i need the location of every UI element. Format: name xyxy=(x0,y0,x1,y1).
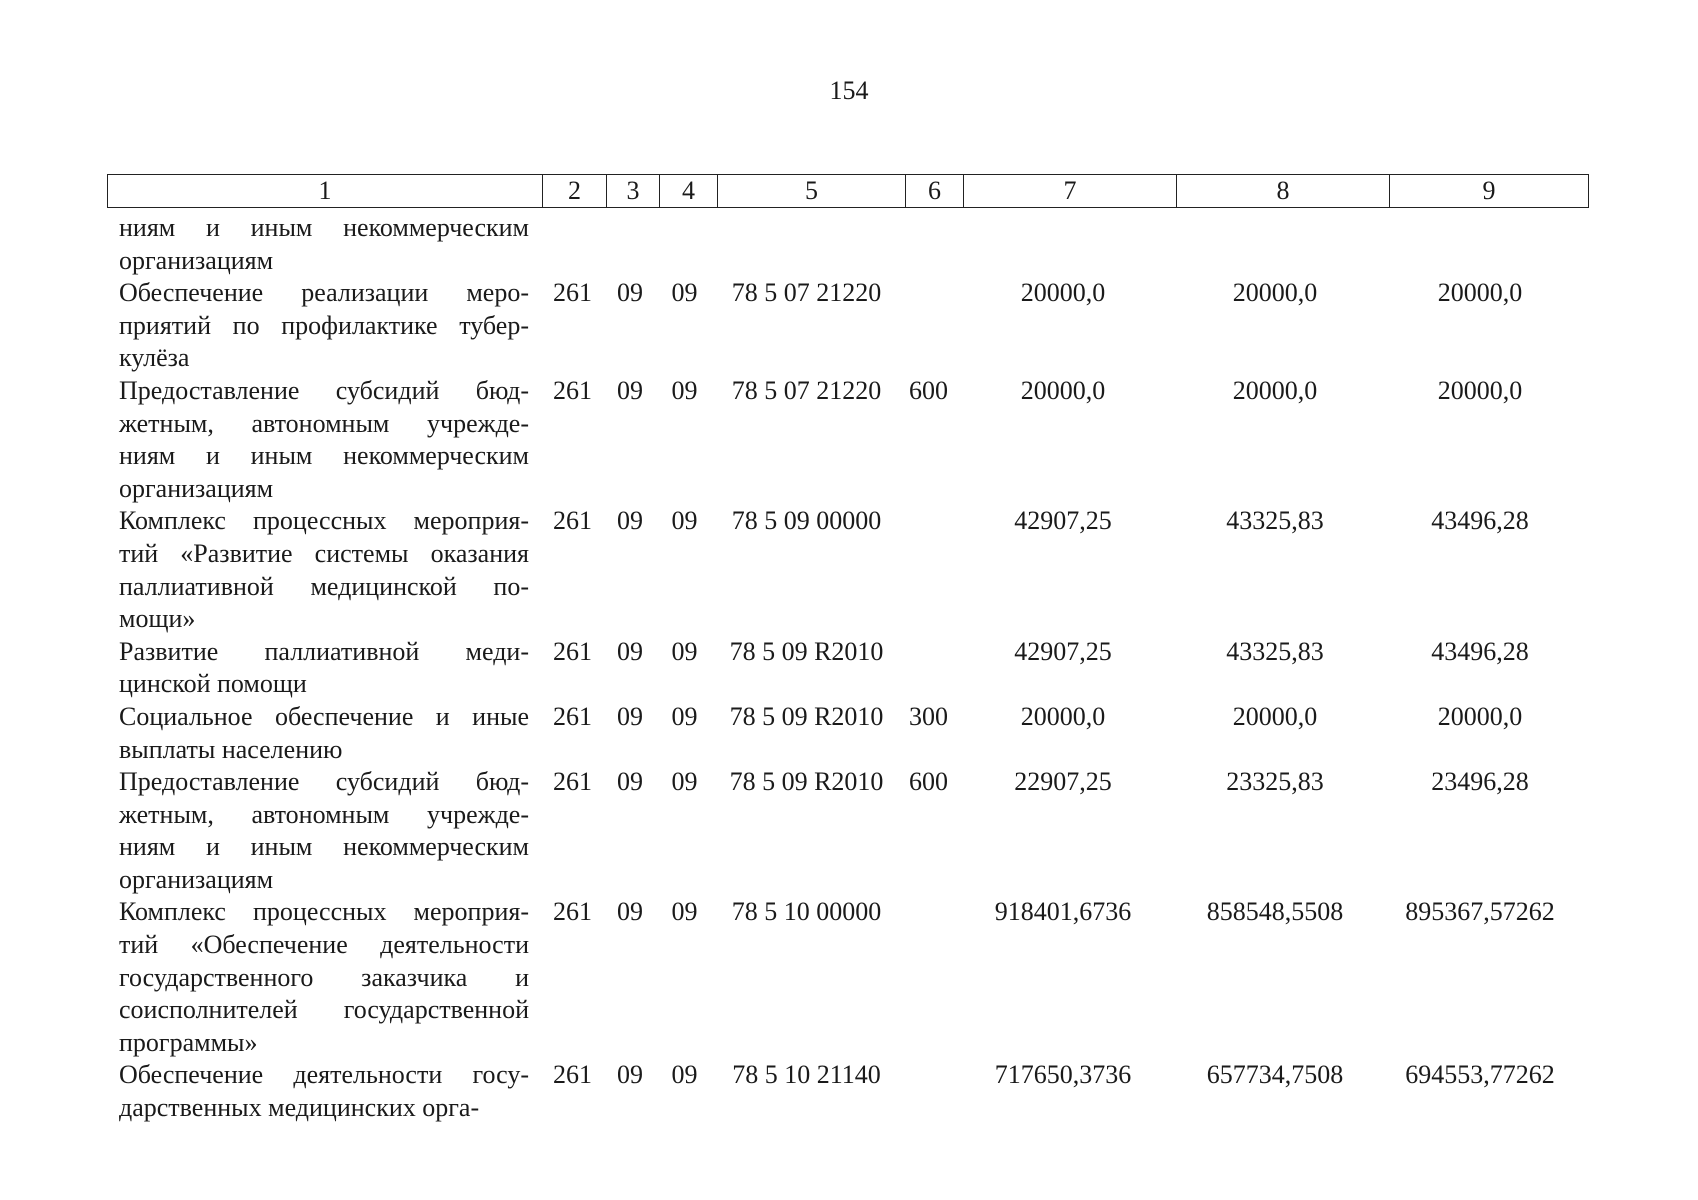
header-cell-4: 4 xyxy=(660,175,718,208)
table-row xyxy=(107,375,1579,505)
amount-year1-cell: 20000,0 xyxy=(1020,278,1106,308)
row-name-cell xyxy=(107,277,541,375)
expense-type-cell xyxy=(900,212,957,277)
subsection-code-cell xyxy=(604,212,656,277)
target-article-cell: 78 5 10 21140 xyxy=(732,1060,881,1090)
amount-year1-cell: 42907,25 xyxy=(1014,636,1112,666)
item-code-cell: 09 xyxy=(671,506,698,536)
row-name-line: Комплекс процессных мероприя- xyxy=(119,897,529,927)
target-article-cell: 78 5 09 00000 xyxy=(731,506,882,536)
page-number: 154 xyxy=(829,76,869,105)
amount-year2-cell: 23325,83 xyxy=(1226,767,1324,797)
amount-year3-cell: 23496,28 xyxy=(1431,767,1529,797)
column-number-header xyxy=(107,174,1589,208)
table-row xyxy=(107,636,1579,701)
item-code-cell: 09 xyxy=(671,1060,698,1090)
target-article-cell: 78 5 09 R2010 xyxy=(729,701,884,731)
amount-year1-cell: 20000,0 xyxy=(1020,375,1106,405)
amount-year2-cell: 20000,0 xyxy=(1232,278,1318,308)
expense-type-cell: 300 xyxy=(909,701,948,731)
header-cell-5: 5 xyxy=(718,175,906,208)
subsection-code-cell: 09 xyxy=(617,897,643,927)
row-name-cell xyxy=(107,636,541,701)
table-body xyxy=(107,212,1579,1125)
section-code-cell: 261 xyxy=(553,701,592,731)
row-name-line: дарственных медицинских орга- xyxy=(119,1093,480,1123)
row-name-line: ниям и иным некоммерческим xyxy=(119,832,529,862)
amount-year2-cell: 858548,5508 xyxy=(1206,897,1344,927)
header-cell-9: 9 xyxy=(1390,175,1589,208)
amount-year2-cell: 657734,7508 xyxy=(1206,1060,1344,1090)
row-name-line: цинской помощи xyxy=(119,669,307,699)
row-name-cell xyxy=(107,505,541,635)
header-cell-2: 2 xyxy=(543,175,607,208)
row-name-line: жетным, автономным учрежде- xyxy=(119,408,529,438)
section-code-cell: 261 xyxy=(553,636,592,666)
amount-year3-cell: 694553,77262 xyxy=(1405,1060,1555,1090)
subsection-code-cell: 09 xyxy=(617,278,643,308)
section-code-cell: 261 xyxy=(553,767,592,797)
item-code-cell: 09 xyxy=(671,701,698,731)
section-code-cell: 261 xyxy=(553,506,592,536)
row-name-line: паллиативной медицинской по- xyxy=(119,571,529,601)
subsection-code-cell: 09 xyxy=(617,1060,643,1090)
expense-type-cell xyxy=(900,896,957,1059)
amount-year3-cell xyxy=(1381,212,1579,277)
expense-type-cell xyxy=(900,1059,957,1124)
row-name-line: ниям и иным некоммерческим xyxy=(119,441,529,471)
subsection-code-cell: 09 xyxy=(617,636,643,666)
target-article-cell: 78 5 09 R2010 xyxy=(729,767,884,797)
row-name-cell xyxy=(107,701,541,766)
subsection-code-cell: 09 xyxy=(617,506,643,536)
budget-table xyxy=(107,212,1579,1125)
item-code-cell: 09 xyxy=(671,636,698,666)
row-name-line: жетным, автономным учрежде- xyxy=(119,799,529,829)
row-name-cell xyxy=(107,896,541,1059)
header-cell-3: 3 xyxy=(607,175,660,208)
row-name-line: соисполнителей государственной xyxy=(119,995,529,1025)
header-cell-8: 8 xyxy=(1177,175,1390,208)
table-row xyxy=(107,701,1579,766)
row-name-line: выплаты населению xyxy=(119,734,343,764)
amount-year1-cell: 717650,3736 xyxy=(994,1060,1132,1090)
target-article-cell: 78 5 07 21220 xyxy=(731,375,882,405)
row-name-line: Развитие паллиативной меди- xyxy=(119,636,529,666)
amount-year1-cell: 22907,25 xyxy=(1014,767,1112,797)
row-name-line: организациям xyxy=(119,245,274,275)
amount-year1-cell xyxy=(957,212,1169,277)
row-name-line: Комплекс процессных мероприя- xyxy=(119,506,529,536)
row-name-cell xyxy=(107,1059,541,1124)
section-code-cell: 261 xyxy=(553,278,592,308)
subsection-code-cell: 09 xyxy=(617,375,643,405)
row-name-line: тий «Обеспечение деятельности xyxy=(119,930,529,960)
amount-year2-cell: 43325,83 xyxy=(1226,636,1324,666)
amount-year1-cell: 918401,6736 xyxy=(994,897,1132,927)
target-article-cell: 78 5 07 21220 xyxy=(731,278,882,308)
row-name-cell xyxy=(107,766,541,896)
table-row xyxy=(107,212,1579,277)
header-cell-6: 6 xyxy=(906,175,964,208)
amount-year3-cell: 20000,0 xyxy=(1437,701,1523,731)
target-article-cell: 78 5 09 R2010 xyxy=(729,636,884,666)
table-row xyxy=(107,277,1579,375)
expense-type-cell xyxy=(900,636,957,701)
row-name-line: Обеспечение деятельности госу- xyxy=(119,1060,529,1090)
row-name-line: мощи» xyxy=(119,604,196,634)
amount-year3-cell: 20000,0 xyxy=(1437,375,1523,405)
item-code-cell: 09 xyxy=(671,278,698,308)
row-name-line: организациям xyxy=(119,473,274,503)
row-name-line: ниям и иным некоммерческим xyxy=(119,213,529,242)
expense-type-cell xyxy=(900,505,957,635)
row-name-line: приятий по профилактике тубер- xyxy=(119,310,529,340)
section-code-cell: 261 xyxy=(553,897,592,927)
item-code-cell: 09 xyxy=(671,375,698,405)
subsection-code-cell: 09 xyxy=(617,767,643,797)
row-name-cell xyxy=(107,375,541,505)
amount-year2-cell: 20000,0 xyxy=(1232,375,1318,405)
row-name-line: тий «Развитие системы оказания xyxy=(119,538,529,568)
amount-year3-cell: 895367,57262 xyxy=(1405,897,1555,927)
expense-type-cell xyxy=(900,277,957,375)
table-row xyxy=(107,896,1579,1059)
row-name-line: Предоставление субсидий бюд- xyxy=(119,767,529,797)
amount-year3-cell: 43496,28 xyxy=(1431,636,1529,666)
amount-year1-cell: 20000,0 xyxy=(1020,701,1106,731)
subsection-code-cell: 09 xyxy=(617,701,643,731)
item-code-cell xyxy=(656,212,713,277)
section-code-cell xyxy=(541,212,604,277)
amount-year2-cell xyxy=(1169,212,1381,277)
table-row xyxy=(107,505,1579,635)
amount-year3-cell: 43496,28 xyxy=(1431,506,1529,536)
amount-year3-cell: 20000,0 xyxy=(1437,278,1523,308)
expense-type-cell: 600 xyxy=(909,375,948,405)
row-name-line: Социальное обеспечение и иные xyxy=(119,701,529,731)
header-cell-1: 1 xyxy=(108,175,543,208)
row-name-line: государственного заказчика и xyxy=(119,962,529,992)
amount-year2-cell: 20000,0 xyxy=(1232,701,1318,731)
amount-year1-cell: 42907,25 xyxy=(1014,506,1112,536)
amount-year2-cell: 43325,83 xyxy=(1226,506,1324,536)
row-name-line: кулёза xyxy=(119,343,190,373)
row-name-cell xyxy=(107,212,541,277)
section-code-cell: 261 xyxy=(553,1060,592,1090)
row-name-line: программы» xyxy=(119,1027,258,1057)
row-name-line: Предоставление субсидий бюд- xyxy=(119,375,529,405)
section-code-cell: 261 xyxy=(553,375,592,405)
item-code-cell: 09 xyxy=(671,767,698,797)
target-article-cell xyxy=(713,212,900,277)
row-name-line: организациям xyxy=(119,864,274,894)
table-row xyxy=(107,766,1579,896)
header-cell-7: 7 xyxy=(964,175,1177,208)
target-article-cell: 78 5 10 00000 xyxy=(731,897,882,927)
row-name-line: Обеспечение реализации меро- xyxy=(119,278,529,308)
header-row xyxy=(108,175,1589,208)
expense-type-cell: 600 xyxy=(909,767,948,797)
item-code-cell: 09 xyxy=(671,897,698,927)
table-row xyxy=(107,1059,1579,1124)
